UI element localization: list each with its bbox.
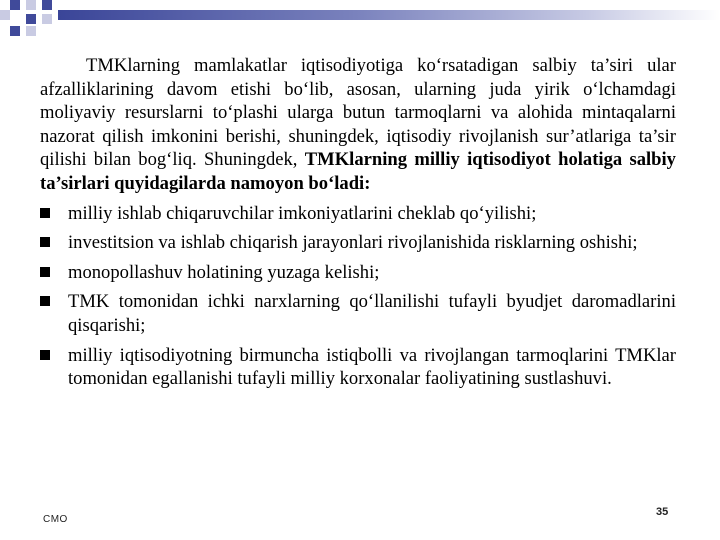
square-bullet-icon [40,237,50,247]
bullet-list [40,202,676,391]
footer-label: CMO [43,514,68,525]
decor-square [10,0,20,10]
square-bullet-icon [40,267,50,277]
decor-square [26,26,36,36]
decor-square [42,14,52,24]
list-item-text: investitsion va ishlab chiqarish jarayonlari rivojlanishida risklarning oshishi; [68,232,638,254]
page-number: 35 [656,506,669,518]
intro-paragraph [40,54,676,196]
square-bullet-icon [40,296,50,306]
decor-square [42,0,52,10]
intro-text: TMKlarning mamlakatlar iqtisodiyotiga ko‘rsatadigan salbiy ta’siri ular afzalliklarining davom etishi bo‘lib, asosan, ularning juda yirik o‘lchamdagi moliyaviy resurslarni to‘plashi ularga butun tarmoqlarni va alohida mintaqalarni nazorat qilish imkonini berishi, shuningdek, iqtisodiy rivojlanish sur’atlariga ta’sir qilishi bilan bog‘liq. Shuningdek, [40,55,676,171]
decor-square [26,14,36,24]
decor-square [26,0,36,10]
decor-square [0,10,10,20]
header-gradient-bar [58,10,720,20]
list-item [40,290,676,337]
list-item [40,231,676,255]
list-item [40,261,676,285]
list-item-text: milliy ishlab chiqaruvchilar imkoniyatlarini cheklab qo‘yilishi; [68,202,537,224]
slide-content [40,54,676,391]
square-bullet-icon [40,350,50,360]
list-item [40,344,676,391]
square-bullet-icon [40,208,50,218]
header-decoration [0,0,720,40]
decor-square [10,26,20,36]
list-item [40,202,676,226]
list-item-text: monopollashuv holatining yuzaga kelishi; [68,261,380,283]
intro-bold-text: TMKlarning milliy iqtisodiyot holatiga salbiy ta’sirlari quyidagilarda namoyon bo‘ladi: [40,149,676,194]
list-item-text: milliy iqtisodiyotning birmuncha istiqbolli va rivojlangan tarmoqlarini TMKlar tomonidan egallanishi tufayli milliy korxonalar faoliyatining sustlashuvi. [68,344,676,390]
list-item-text: TMK tomonidan ichki narxlarning qo‘llanilishi tufayli byudjet daromadlarini qisqarishi; [68,291,676,336]
